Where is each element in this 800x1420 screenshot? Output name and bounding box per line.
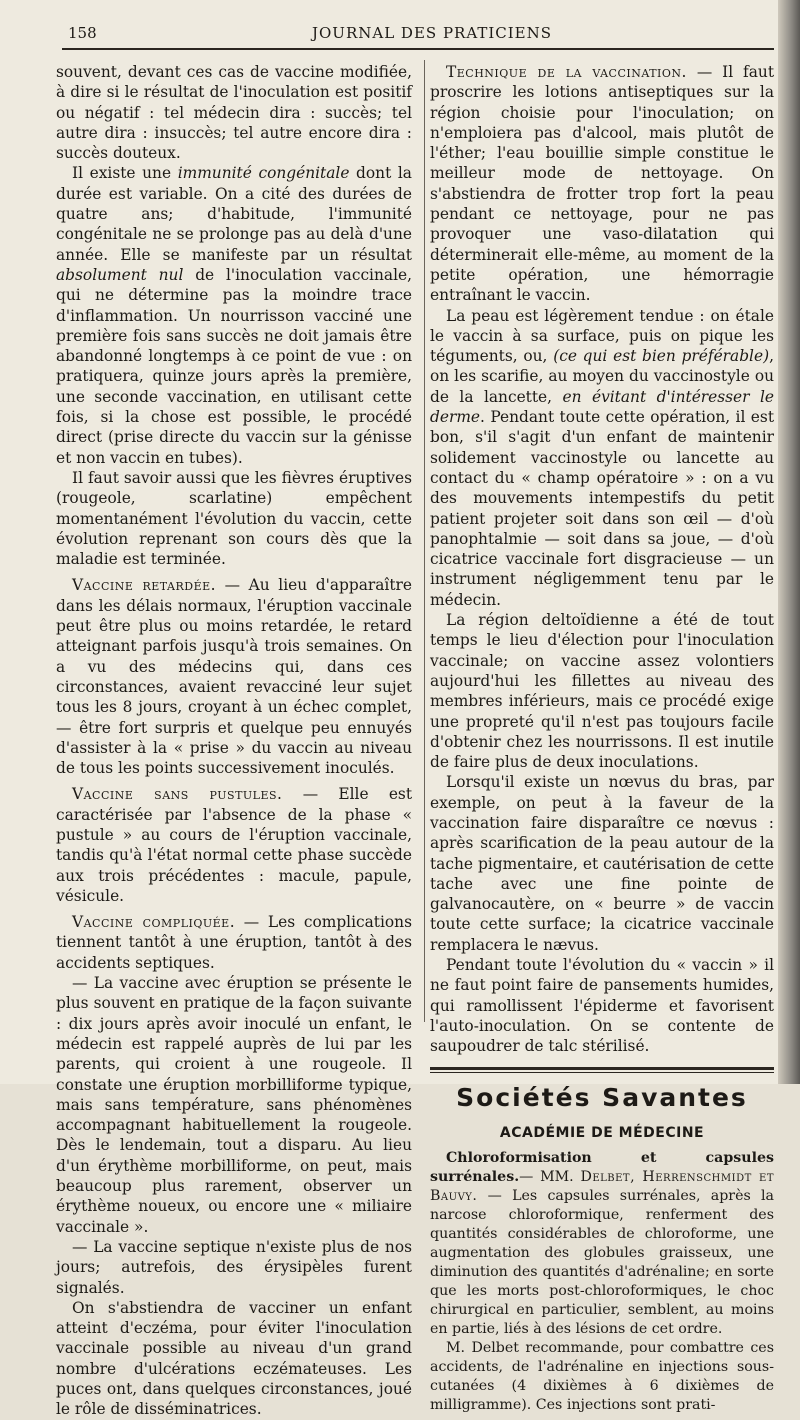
paragraph-vaccine-compliquee: Vaccine compliquée. — Les complications tiennent tantôt à une éruption, tantôt à des accidents septiques. xyxy=(56,913,412,972)
paragraph: Il faut savoir aussi que les fièvres éruptives (rougeole, scarlatine) empêchent momentanément l'évolution du vaccin, cette évolution reprenant son cours dès que la maladie est terminée. xyxy=(56,468,412,569)
right-column xyxy=(430,62,774,1415)
paragraph-chloroformisation: Chloroformisation et capsules surrénales.— MM. Delbet, Herrenschmidt et Bauvy. — Les capsules surrénales, après la narcose chloroformique, renferment des quantités considérables de chloroforme, une augmentation des globules graisseux, une diminution des quantités d'adrénaline; en sorte que les morts post-chloroformiques, le choc chirurgical en particulier, semblent, au moins en partie, liés à des lésions de cet ordre. xyxy=(430,1149,774,1337)
paragraph: Pendant toute l'évolution du « vaccin » il ne faut point faire de pansements humides, qui ramollissent l'épiderme et favorisent l'auto-inoculation. On se contente de saupoudrer de talc stérilisé. xyxy=(430,956,774,1056)
column-divider xyxy=(424,60,425,1022)
section-rule xyxy=(430,1067,774,1070)
running-title: JOURNAL DES PRATICIENS xyxy=(312,24,553,42)
binding-edge xyxy=(778,0,800,1084)
page-header xyxy=(62,24,772,44)
author-names: Delbet, Herrenschmidt et Bauvy. xyxy=(430,1168,774,1204)
paragraph: souvent, devant ces cas de vaccine modifiée, à dire si le résultat de l'inoculation est positif ou négatif : tel médecin dira : succès; tel autre dira : insuccès; tel autre encore dira : succès douteux. xyxy=(56,63,412,163)
header-rule xyxy=(62,48,774,50)
run-in-heading: Technique de la vaccination. xyxy=(446,63,687,81)
section-title: Sociétés Savantes xyxy=(456,1082,748,1112)
paragraph: — La vaccine septique n'existe plus de nos jours; autrefois, des érysipèles furent signalés. xyxy=(56,1237,412,1297)
run-in-heading: Vaccine compliquée. xyxy=(72,913,236,932)
paragraph-immunity: Il existe une immunité congénitale dont la durée est variable. On a cité des durées de quatre ans; d'habitude, l'immunité congénitale ne se prolonge pas au delà d'une année. Elle se manifeste par un résultat absolument nul de l'inoculation vaccinale, qui ne détermine pas la moindre trace d'inflammation. Un nourrisson vacciné une première fois sans succès ne doit jamais être abandonné longtemps à ce point de vue : on pratiquera, quinze jours après la première, une seconde vaccination, en utilisant cette fois, si la chose est possible, le procédé direct (prise directe du vaccin sur la génisse et non vaccin en tubes). xyxy=(56,164,412,467)
paragraph-vaccine-retardee: Vaccine retardée. — Au lieu d'apparaître dans les délais normaux, l'éruption vaccinale peut être plus ou moins retardée, le retard atteignant parfois jusqu'à trois semaines. On a vu des médecins qui, dans ces circonstances, avaient revacciné leur sujet tous les 8 jours, croyant à un échec complet, — être fort surpris et quelque peu ennuyés d'assister à la « prise » du vaccin au niveau de tous les points successivement inoculés. xyxy=(56,576,412,778)
paragraph: On s'abstiendra de vacciner un enfant atteint d'eczéma, pour éviter l'inoculation vaccinale possible au niveau d'un grand nombre d'ulcérations eczémateuses. Les puces ont, dans quelques circonstances, joué le rôle de disséminatrices. xyxy=(56,1298,412,1419)
paragraph: La région deltoïdienne a été de tout temps le lieu d'élection pour l'inoculation vaccinale; on vaccine assez volontiers aujourd'hui les fillettes au niveau des membres inférieurs, mais ce procédé exige une propreté qu'il n'est pas toujours facile d'obtenir chez les nourrissons. Il est inutile de faire plus de deux inoculations. xyxy=(430,611,774,772)
run-in-heading: Vaccine sans pustules. xyxy=(72,785,283,804)
paragraph: La peau est légèrement tendue : on étale le vaccin à sa surface, puis on pique les téguments, ou, (ce qui est bien préférable), on les scarifie, au moyen du vaccinostyle ou de la lancette, en évitant d'intéresser le derme. Pendant toute cette opération, il est bon, s'il s'agit d'un enfant de maintenir solidement vaccinostyle ou lancette au contact du « champ opératoire » : on a vu des mouvements intempestifs du petit patient projeter soit dans son œil — d'où panophtalmie — soit dans sa joue, — d'où cicatrice vaccinale fort disgracieuse — un instrument négligemment tenu par le médecin. xyxy=(430,306,774,609)
paragraph-vaccine-sans-pustules: Vaccine sans pustules. — Elle est caractérisée par l'absence de la phase « pustule » au cours de l'éruption vaccinale, tandis qu'à l'état normal cette phase succède aux trois précédentes : macule, papule, vésicule. xyxy=(56,785,413,905)
paragraph: M. Delbet recommande, pour combattre ces accidents, de l'adrénaline en injections sous-cutanées (4 dixièmes à 6 dixièmes de milligramme). Ces injections sont prati- xyxy=(430,1339,774,1413)
section-rule xyxy=(430,1072,774,1073)
page-number: 158 xyxy=(68,24,97,42)
left-column xyxy=(56,62,412,1420)
subsection-title: ACADÉMIE DE MÉDECINE xyxy=(499,1124,705,1141)
run-in-heading: Vaccine retardée. xyxy=(72,576,217,595)
paragraph: — La vaccine avec éruption se présente le plus souvent en pratique de la façon suivante : dix jours après avoir inoculé un enfant, le médecin est rappelé auprès de lui par les parents, qui croient à une rougeole. Il constate une éruption morbilliforme typique, mais sans température, sans phénomènes accompagnant habituellement la rougeole. Dès le lendemain, tout a disparu. Au lieu d'un érythème morbilliforme, on peut, mais beaucoup plus rarement, observer un érythème noueux, ou encore une « miliaire vaccinale ». xyxy=(56,974,412,1236)
paragraph: Lorsqu'il existe un nœvus du bras, par exemple, on peut à la faveur de la vaccination faire disparaître ce nœvus : après scarification de la peau autour de la tache pigmentaire, et cautérisation de cette tache avec une fine pointe de galvanocautère, on « beurre » de vaccin toute cette surface; la cicatrice vaccinale remplacera le nævus. xyxy=(430,773,774,954)
paragraph-technique: Technique de la vaccination. — Il faut proscrire les lotions antiseptiques sur la région choisie pour l'inoculation; on n'emploiera pas d'alcool, mais plutôt de l'éther; l'eau bouillie simple constitue le meilleur mode de nettoyage. On s'abstiendra de frotter trop fort la peau pendant ce nettoyage, pour ne pas provoquer une vaso-dilatation qui déterminerait elle-même, au moment de la petite opération, une hémorragie entraînant le vaccin. xyxy=(430,63,774,305)
run-in-heading: Chloroformisation et capsules surrénales. xyxy=(430,1149,774,1185)
